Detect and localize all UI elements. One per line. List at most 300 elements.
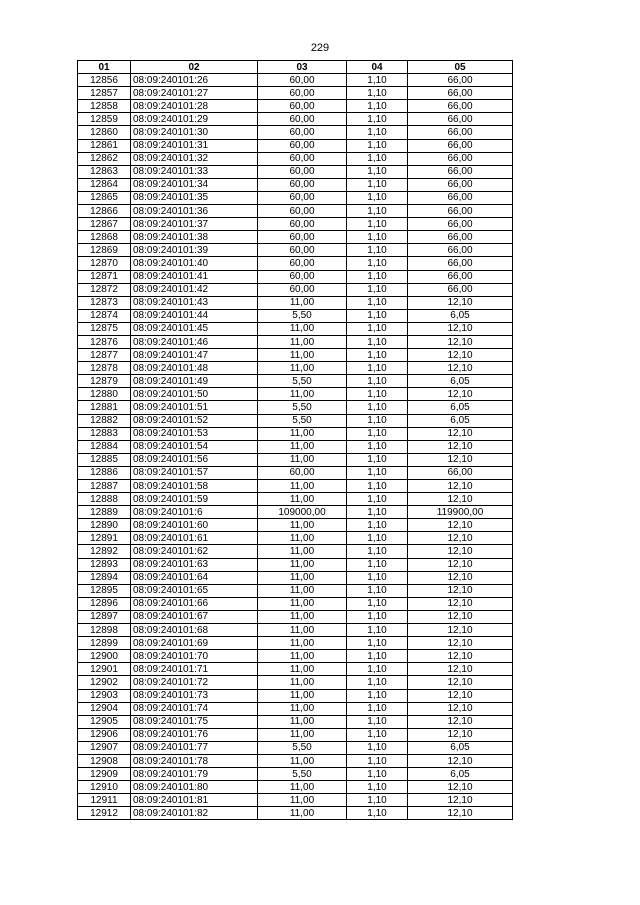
table-cell-col-02: 08:09:240101:82 bbox=[131, 807, 258, 820]
table-cell-col-03: 60,00 bbox=[258, 205, 347, 218]
table-cell-col-05: 66,00 bbox=[408, 191, 513, 204]
table-cell-col-03: 11,00 bbox=[258, 493, 347, 506]
column-header-03: 03 bbox=[258, 61, 347, 74]
table-cell-col-03: 11,00 bbox=[258, 362, 347, 375]
table-cell-col-01: 12900 bbox=[78, 650, 131, 663]
table-cell-col-01: 12897 bbox=[78, 610, 131, 623]
table-cell-col-04: 1,10 bbox=[347, 218, 408, 231]
table-cell-col-03: 11,00 bbox=[258, 676, 347, 689]
table-cell-col-01: 12875 bbox=[78, 322, 131, 335]
table-cell-col-05: 66,00 bbox=[408, 244, 513, 257]
table-cell-col-03: 60,00 bbox=[258, 218, 347, 231]
table-cell-col-02: 08:09:240101:57 bbox=[131, 466, 258, 479]
table-cell-col-03: 11,00 bbox=[258, 624, 347, 637]
table-cell-col-05: 12,10 bbox=[408, 545, 513, 558]
table-cell-col-03: 11,00 bbox=[258, 610, 347, 623]
table-cell-col-02: 08:09:240101:37 bbox=[131, 218, 258, 231]
table-cell-col-04: 1,10 bbox=[347, 715, 408, 728]
table-row bbox=[78, 610, 513, 623]
table-cell-col-04: 1,10 bbox=[347, 362, 408, 375]
table-row bbox=[78, 597, 513, 610]
table-cell-col-05: 66,00 bbox=[408, 178, 513, 191]
table-cell-col-03: 11,00 bbox=[258, 571, 347, 584]
table-cell-col-01: 12878 bbox=[78, 362, 131, 375]
table-cell-col-01: 12885 bbox=[78, 453, 131, 466]
table-row bbox=[78, 584, 513, 597]
table-cell-col-01: 12891 bbox=[78, 532, 131, 545]
table-cell-col-01: 12861 bbox=[78, 139, 131, 152]
table-cell-col-04: 1,10 bbox=[347, 296, 408, 309]
table-cell-col-02: 08:09:240101:63 bbox=[131, 558, 258, 571]
table-cell-col-02: 08:09:240101:54 bbox=[131, 440, 258, 453]
table-row bbox=[78, 545, 513, 558]
table-cell-col-02: 08:09:240101:48 bbox=[131, 362, 258, 375]
table-cell-col-02: 08:09:240101:49 bbox=[131, 375, 258, 388]
data-table bbox=[77, 60, 513, 820]
table-cell-col-02: 08:09:240101:56 bbox=[131, 453, 258, 466]
table-row bbox=[78, 781, 513, 794]
table-cell-col-05: 12,10 bbox=[408, 362, 513, 375]
table-cell-col-03: 11,00 bbox=[258, 349, 347, 362]
table-cell-col-04: 1,10 bbox=[347, 453, 408, 466]
table-cell-col-02: 08:09:240101:66 bbox=[131, 597, 258, 610]
table-cell-col-05: 6,05 bbox=[408, 375, 513, 388]
table-row bbox=[78, 322, 513, 335]
table-cell-col-02: 08:09:240101:34 bbox=[131, 178, 258, 191]
table-row bbox=[78, 807, 513, 820]
table-cell-col-01: 12865 bbox=[78, 191, 131, 204]
table-cell-col-04: 1,10 bbox=[347, 624, 408, 637]
table-cell-col-03: 60,00 bbox=[258, 191, 347, 204]
table-cell-col-02: 08:09:240101:45 bbox=[131, 322, 258, 335]
table-cell-col-05: 66,00 bbox=[408, 113, 513, 126]
table-cell-col-04: 1,10 bbox=[347, 532, 408, 545]
table-cell-col-04: 1,10 bbox=[347, 754, 408, 767]
table-row bbox=[78, 113, 513, 126]
table-cell-col-02: 08:09:240101:64 bbox=[131, 571, 258, 584]
table-row bbox=[78, 768, 513, 781]
table-cell-col-04: 1,10 bbox=[347, 480, 408, 493]
table-row bbox=[78, 335, 513, 348]
table-cell-col-01: 12873 bbox=[78, 296, 131, 309]
table-row bbox=[78, 493, 513, 506]
table-cell-col-01: 12857 bbox=[78, 87, 131, 100]
table-cell-col-02: 08:09:240101:27 bbox=[131, 87, 258, 100]
table-cell-col-01: 12866 bbox=[78, 205, 131, 218]
table-cell-col-03: 11,00 bbox=[258, 388, 347, 401]
table-cell-col-04: 1,10 bbox=[347, 558, 408, 571]
table-cell-col-04: 1,10 bbox=[347, 571, 408, 584]
table-cell-col-04: 1,10 bbox=[347, 152, 408, 165]
table-cell-col-02: 08:09:240101:50 bbox=[131, 388, 258, 401]
table-cell-col-05: 66,00 bbox=[408, 231, 513, 244]
table-row bbox=[78, 427, 513, 440]
table-cell-col-02: 08:09:240101:43 bbox=[131, 296, 258, 309]
table-cell-col-04: 1,10 bbox=[347, 139, 408, 152]
table-cell-col-04: 1,10 bbox=[347, 349, 408, 362]
table-cell-col-02: 08:09:240101:65 bbox=[131, 584, 258, 597]
table-cell-col-05: 12,10 bbox=[408, 610, 513, 623]
table-row bbox=[78, 205, 513, 218]
table-cell-col-03: 60,00 bbox=[258, 270, 347, 283]
table-row bbox=[78, 244, 513, 257]
table-cell-col-03: 60,00 bbox=[258, 113, 347, 126]
table-cell-col-05: 66,00 bbox=[408, 218, 513, 231]
table-cell-col-02: 08:09:240101:79 bbox=[131, 768, 258, 781]
table-cell-col-05: 66,00 bbox=[408, 283, 513, 296]
table-cell-col-03: 5,50 bbox=[258, 741, 347, 754]
table-cell-col-04: 1,10 bbox=[347, 205, 408, 218]
table-cell-col-05: 6,05 bbox=[408, 741, 513, 754]
table-cell-col-02: 08:09:240101:46 bbox=[131, 335, 258, 348]
table-cell-col-03: 11,00 bbox=[258, 545, 347, 558]
table-cell-col-01: 12876 bbox=[78, 335, 131, 348]
table-cell-col-04: 1,10 bbox=[347, 74, 408, 87]
table-cell-col-04: 1,10 bbox=[347, 440, 408, 453]
table-row bbox=[78, 741, 513, 754]
table-cell-col-05: 12,10 bbox=[408, 532, 513, 545]
table-cell-col-02: 08:09:240101:29 bbox=[131, 113, 258, 126]
table-cell-col-02: 08:09:240101:40 bbox=[131, 257, 258, 270]
table-row bbox=[78, 388, 513, 401]
table-cell-col-03: 11,00 bbox=[258, 807, 347, 820]
table-cell-col-01: 12884 bbox=[78, 440, 131, 453]
table-cell-col-04: 1,10 bbox=[347, 244, 408, 257]
table-row bbox=[78, 401, 513, 414]
table-row bbox=[78, 794, 513, 807]
table-cell-col-02: 08:09:240101:32 bbox=[131, 152, 258, 165]
table-cell-col-04: 1,10 bbox=[347, 519, 408, 532]
table-cell-col-05: 66,00 bbox=[408, 152, 513, 165]
table-cell-col-04: 1,10 bbox=[347, 728, 408, 741]
table-cell-col-05: 12,10 bbox=[408, 335, 513, 348]
table-row bbox=[78, 191, 513, 204]
table-cell-col-04: 1,10 bbox=[347, 584, 408, 597]
table-cell-col-04: 1,10 bbox=[347, 545, 408, 558]
table-cell-col-03: 11,00 bbox=[258, 427, 347, 440]
table-cell-col-05: 12,10 bbox=[408, 480, 513, 493]
table-cell-col-04: 1,10 bbox=[347, 741, 408, 754]
table-cell-col-01: 12905 bbox=[78, 715, 131, 728]
table-cell-col-03: 11,00 bbox=[258, 650, 347, 663]
table-cell-col-05: 66,00 bbox=[408, 466, 513, 479]
table-cell-col-04: 1,10 bbox=[347, 663, 408, 676]
table-row bbox=[78, 506, 513, 519]
table-cell-col-02: 08:09:240101:30 bbox=[131, 126, 258, 139]
table-cell-col-03: 11,00 bbox=[258, 480, 347, 493]
table-cell-col-05: 66,00 bbox=[408, 100, 513, 113]
table-cell-col-04: 1,10 bbox=[347, 165, 408, 178]
table-row bbox=[78, 689, 513, 702]
table-cell-col-01: 12872 bbox=[78, 283, 131, 296]
table-cell-col-02: 08:09:240101:76 bbox=[131, 728, 258, 741]
table-cell-col-04: 1,10 bbox=[347, 270, 408, 283]
table-cell-col-02: 08:09:240101:51 bbox=[131, 401, 258, 414]
table-cell-col-01: 12881 bbox=[78, 401, 131, 414]
table-cell-col-02: 08:09:240101:75 bbox=[131, 715, 258, 728]
table-cell-col-03: 11,00 bbox=[258, 597, 347, 610]
table-cell-col-05: 12,10 bbox=[408, 663, 513, 676]
table-cell-col-03: 11,00 bbox=[258, 754, 347, 767]
table-cell-col-03: 5,50 bbox=[258, 309, 347, 322]
table-cell-col-03: 11,00 bbox=[258, 453, 347, 466]
table-cell-col-04: 1,10 bbox=[347, 335, 408, 348]
table-cell-col-02: 08:09:240101:67 bbox=[131, 610, 258, 623]
table-cell-col-04: 1,10 bbox=[347, 231, 408, 244]
table-row bbox=[78, 715, 513, 728]
table-cell-col-03: 11,00 bbox=[258, 558, 347, 571]
table-row bbox=[78, 375, 513, 388]
table-row bbox=[78, 231, 513, 244]
table-cell-col-03: 11,00 bbox=[258, 728, 347, 741]
table-cell-col-02: 08:09:240101:68 bbox=[131, 624, 258, 637]
table-cell-col-02: 08:09:240101:41 bbox=[131, 270, 258, 283]
table-cell-col-03: 60,00 bbox=[258, 165, 347, 178]
table-cell-col-03: 5,50 bbox=[258, 375, 347, 388]
table-cell-col-04: 1,10 bbox=[347, 126, 408, 139]
table-cell-col-01: 12893 bbox=[78, 558, 131, 571]
table-cell-col-01: 12910 bbox=[78, 781, 131, 794]
table-row bbox=[78, 663, 513, 676]
table-cell-col-01: 12864 bbox=[78, 178, 131, 191]
table-cell-col-01: 12899 bbox=[78, 637, 131, 650]
table-cell-col-03: 11,00 bbox=[258, 584, 347, 597]
table-cell-col-05: 12,10 bbox=[408, 296, 513, 309]
table-cell-col-05: 12,10 bbox=[408, 676, 513, 689]
table-cell-col-05: 12,10 bbox=[408, 794, 513, 807]
table-cell-col-01: 12909 bbox=[78, 768, 131, 781]
table-cell-col-05: 12,10 bbox=[408, 427, 513, 440]
table-cell-col-04: 1,10 bbox=[347, 689, 408, 702]
table-cell-col-03: 11,00 bbox=[258, 322, 347, 335]
table-cell-col-04: 1,10 bbox=[347, 768, 408, 781]
table-cell-col-01: 12868 bbox=[78, 231, 131, 244]
table-row bbox=[78, 571, 513, 584]
table-cell-col-05: 119900,00 bbox=[408, 506, 513, 519]
table-cell-col-04: 1,10 bbox=[347, 113, 408, 126]
table-cell-col-01: 12898 bbox=[78, 624, 131, 637]
table-cell-col-03: 11,00 bbox=[258, 440, 347, 453]
table-cell-col-01: 12894 bbox=[78, 571, 131, 584]
table-row bbox=[78, 440, 513, 453]
table-cell-col-04: 1,10 bbox=[347, 178, 408, 191]
table-cell-col-01: 12892 bbox=[78, 545, 131, 558]
table-cell-col-01: 12896 bbox=[78, 597, 131, 610]
table-cell-col-02: 08:09:240101:31 bbox=[131, 139, 258, 152]
table-row bbox=[78, 218, 513, 231]
table-cell-col-02: 08:09:240101:71 bbox=[131, 663, 258, 676]
table-row bbox=[78, 637, 513, 650]
table-cell-col-03: 60,00 bbox=[258, 74, 347, 87]
table-row bbox=[78, 532, 513, 545]
table-cell-col-04: 1,10 bbox=[347, 283, 408, 296]
table-cell-col-02: 08:09:240101:36 bbox=[131, 205, 258, 218]
table-cell-col-01: 12889 bbox=[78, 506, 131, 519]
table-header-row bbox=[78, 61, 513, 74]
table-cell-col-01: 12907 bbox=[78, 741, 131, 754]
table-cell-col-02: 08:09:240101:58 bbox=[131, 480, 258, 493]
table-cell-col-02: 08:09:240101:72 bbox=[131, 676, 258, 689]
table-row bbox=[78, 87, 513, 100]
table-cell-col-03: 109000,00 bbox=[258, 506, 347, 519]
table-cell-col-05: 12,10 bbox=[408, 637, 513, 650]
table-cell-col-02: 08:09:240101:70 bbox=[131, 650, 258, 663]
table-cell-col-02: 08:09:240101:69 bbox=[131, 637, 258, 650]
table-cell-col-05: 66,00 bbox=[408, 257, 513, 270]
table-cell-col-05: 12,10 bbox=[408, 754, 513, 767]
table-cell-col-05: 12,10 bbox=[408, 519, 513, 532]
table-row bbox=[78, 624, 513, 637]
table-cell-col-03: 60,00 bbox=[258, 283, 347, 296]
table-cell-col-05: 6,05 bbox=[408, 309, 513, 322]
table-row bbox=[78, 728, 513, 741]
table-row bbox=[78, 126, 513, 139]
table-cell-col-01: 12858 bbox=[78, 100, 131, 113]
table-cell-col-01: 12883 bbox=[78, 427, 131, 440]
table-cell-col-05: 12,10 bbox=[408, 624, 513, 637]
table-body bbox=[78, 74, 513, 820]
table-cell-col-01: 12880 bbox=[78, 388, 131, 401]
table-row bbox=[78, 519, 513, 532]
table-cell-col-05: 12,10 bbox=[408, 322, 513, 335]
table-cell-col-02: 08:09:240101:59 bbox=[131, 493, 258, 506]
table-cell-col-01: 12888 bbox=[78, 493, 131, 506]
table-cell-col-02: 08:09:240101:44 bbox=[131, 309, 258, 322]
table-cell-col-04: 1,10 bbox=[347, 493, 408, 506]
table-cell-col-01: 12860 bbox=[78, 126, 131, 139]
table-cell-col-05: 6,05 bbox=[408, 768, 513, 781]
table-row bbox=[78, 152, 513, 165]
table-cell-col-03: 11,00 bbox=[258, 781, 347, 794]
table-row bbox=[78, 676, 513, 689]
table-cell-col-04: 1,10 bbox=[347, 794, 408, 807]
table-cell-col-01: 12859 bbox=[78, 113, 131, 126]
table-cell-col-05: 6,05 bbox=[408, 414, 513, 427]
table-cell-col-03: 60,00 bbox=[258, 100, 347, 113]
table-cell-col-03: 11,00 bbox=[258, 532, 347, 545]
table-cell-col-04: 1,10 bbox=[347, 401, 408, 414]
table-cell-col-05: 66,00 bbox=[408, 74, 513, 87]
column-header-04: 04 bbox=[347, 61, 408, 74]
table-cell-col-03: 60,00 bbox=[258, 139, 347, 152]
table-cell-col-02: 08:09:240101:53 bbox=[131, 427, 258, 440]
table-row bbox=[78, 100, 513, 113]
table-cell-col-03: 60,00 bbox=[258, 178, 347, 191]
table-cell-col-04: 1,10 bbox=[347, 702, 408, 715]
table-cell-col-02: 08:09:240101:77 bbox=[131, 741, 258, 754]
table-row bbox=[78, 309, 513, 322]
table-cell-col-01: 12870 bbox=[78, 257, 131, 270]
table-cell-col-01: 12912 bbox=[78, 807, 131, 820]
table-row bbox=[78, 702, 513, 715]
table-cell-col-04: 1,10 bbox=[347, 506, 408, 519]
table-cell-col-04: 1,10 bbox=[347, 650, 408, 663]
table-cell-col-05: 12,10 bbox=[408, 388, 513, 401]
table-cell-col-04: 1,10 bbox=[347, 637, 408, 650]
table-cell-col-04: 1,10 bbox=[347, 375, 408, 388]
table-row bbox=[78, 414, 513, 427]
table-cell-col-03: 60,00 bbox=[258, 244, 347, 257]
table-row bbox=[78, 270, 513, 283]
table-row bbox=[78, 754, 513, 767]
table-cell-col-04: 1,10 bbox=[347, 610, 408, 623]
table-cell-col-02: 08:09:240101:26 bbox=[131, 74, 258, 87]
table-cell-col-03: 60,00 bbox=[258, 257, 347, 270]
table-cell-col-02: 08:09:240101:38 bbox=[131, 231, 258, 244]
table-cell-col-03: 11,00 bbox=[258, 663, 347, 676]
table-cell-col-01: 12906 bbox=[78, 728, 131, 741]
table-row bbox=[78, 362, 513, 375]
table-cell-col-01: 12890 bbox=[78, 519, 131, 532]
table-row bbox=[78, 650, 513, 663]
table-cell-col-03: 11,00 bbox=[258, 296, 347, 309]
table-cell-col-02: 08:09:240101:6 bbox=[131, 506, 258, 519]
table-cell-col-01: 12862 bbox=[78, 152, 131, 165]
table-cell-col-04: 1,10 bbox=[347, 781, 408, 794]
table-cell-col-01: 12901 bbox=[78, 663, 131, 676]
table-cell-col-01: 12886 bbox=[78, 466, 131, 479]
table-row bbox=[78, 139, 513, 152]
table-cell-col-03: 11,00 bbox=[258, 715, 347, 728]
table-cell-col-01: 12877 bbox=[78, 349, 131, 362]
table-cell-col-03: 60,00 bbox=[258, 87, 347, 100]
table-cell-col-03: 11,00 bbox=[258, 689, 347, 702]
table-cell-col-02: 08:09:240101:28 bbox=[131, 100, 258, 113]
table-row bbox=[78, 165, 513, 178]
table-cell-col-05: 6,05 bbox=[408, 401, 513, 414]
table-row bbox=[78, 283, 513, 296]
table-cell-col-02: 08:09:240101:47 bbox=[131, 349, 258, 362]
table-cell-col-01: 12902 bbox=[78, 676, 131, 689]
table-cell-col-02: 08:09:240101:62 bbox=[131, 545, 258, 558]
table-cell-col-02: 08:09:240101:73 bbox=[131, 689, 258, 702]
table-cell-col-02: 08:09:240101:80 bbox=[131, 781, 258, 794]
table-cell-col-04: 1,10 bbox=[347, 191, 408, 204]
table-cell-col-04: 1,10 bbox=[347, 100, 408, 113]
table-cell-col-05: 12,10 bbox=[408, 440, 513, 453]
table-cell-col-03: 60,00 bbox=[258, 466, 347, 479]
table-cell-col-02: 08:09:240101:78 bbox=[131, 754, 258, 767]
table-cell-col-01: 12863 bbox=[78, 165, 131, 178]
table-cell-col-02: 08:09:240101:74 bbox=[131, 702, 258, 715]
table-row bbox=[78, 480, 513, 493]
table-cell-col-03: 60,00 bbox=[258, 126, 347, 139]
table-cell-col-04: 1,10 bbox=[347, 388, 408, 401]
table-cell-col-05: 12,10 bbox=[408, 781, 513, 794]
table-row bbox=[78, 558, 513, 571]
page-number: 229 bbox=[310, 42, 330, 54]
table-cell-col-05: 12,10 bbox=[408, 728, 513, 741]
table-row bbox=[78, 466, 513, 479]
table-cell-col-04: 1,10 bbox=[347, 309, 408, 322]
table-cell-col-01: 12904 bbox=[78, 702, 131, 715]
table-cell-col-02: 08:09:240101:33 bbox=[131, 165, 258, 178]
table-cell-col-05: 12,10 bbox=[408, 689, 513, 702]
table-cell-col-05: 66,00 bbox=[408, 165, 513, 178]
table-cell-col-04: 1,10 bbox=[347, 322, 408, 335]
table-cell-col-05: 12,10 bbox=[408, 584, 513, 597]
table-cell-col-04: 1,10 bbox=[347, 414, 408, 427]
table-cell-col-04: 1,10 bbox=[347, 257, 408, 270]
table-cell-col-04: 1,10 bbox=[347, 676, 408, 689]
table-cell-col-05: 66,00 bbox=[408, 126, 513, 139]
table-cell-col-03: 60,00 bbox=[258, 231, 347, 244]
table-row bbox=[78, 74, 513, 87]
table-cell-col-01: 12871 bbox=[78, 270, 131, 283]
table-row bbox=[78, 453, 513, 466]
table-cell-col-05: 12,10 bbox=[408, 807, 513, 820]
table-cell-col-01: 12879 bbox=[78, 375, 131, 388]
